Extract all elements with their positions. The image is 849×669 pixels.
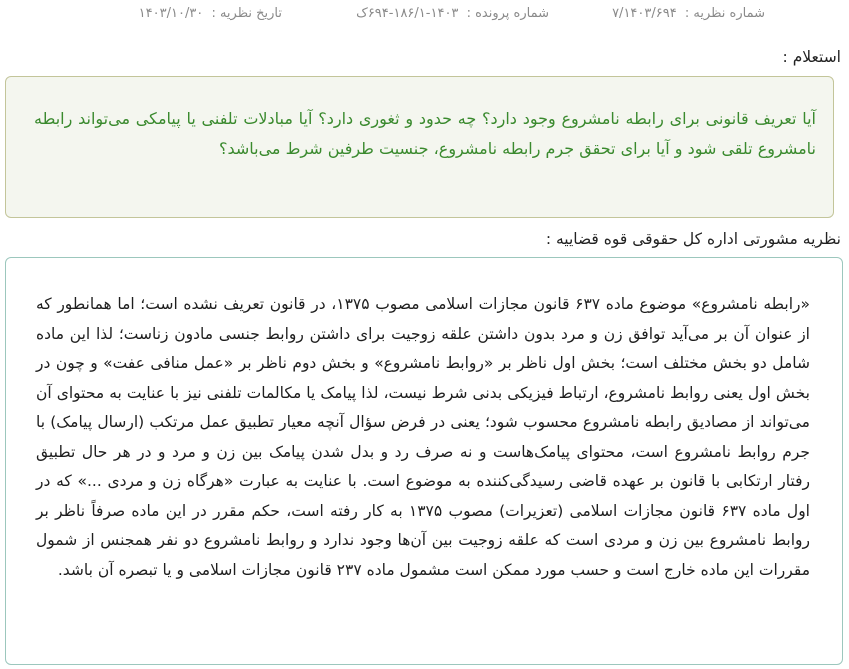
case-number (356, 6, 549, 21)
opinion-date-label: تاریخ نظریه : (211, 6, 282, 21)
inquiry-text: آیا تعریف قانونی برای رابطه نامشروع وجود دارد؟ چه حدود و ثغوری دارد؟ آیا مبادلات تلفنی یا پیامکی می‌تواند رابطه نامشروع تلقی شود و آیا برای تحقق جرم رابطه نامشروع، جنسیت طرفین شرط می‌باشد؟ (34, 109, 816, 158)
case-number-label: شماره پرونده : (466, 6, 549, 21)
opinion-text: «رابطه نامشروع» موضوع ماده ۶۳۷ قانون مجازات اسلامی مصوب ۱۳۷۵، در قانون تعریف نشده است؛ اما همانطور که از عنوان آن بر می‌آید توافق زن و مرد بدون داشتن علقه زوجیت برای داشتن روابط جنسی مادون زناست؛ لذا این ماده شامل دو بخش مختلف است؛ بخش اول ناظر بر «روابط نامشروع» و بخش دوم ناظر بر «عمل منافی عفت» و چون در بخش اول یعنی روابط نامشروع، ارتباط فیزیکی بدنی شرط نیست، لذا پیامک یا مکالمات تلفنی نیز با عنایت به محتوای آن می‌تواند از مصادیق رابطه نامشروع محسوب شود؛ یعنی در فرض سؤال آنچه معیار تطبیق عمل مرتکب (ارسال پیامک) با جرم روابط نامشروع است، محتوای پیامک‌هاست و نه صرف رد و بدل شدن پیامک بین زن و مرد و در هر حال تطبیق رفتار ارتکابی با قانون بر عهده قاضی رسیدگی‌کننده به موضوع است. با عنایت به عبارت «هرگاه زن و مردی ...» که در اول ماده ۶۳۷ قانون مجازات اسلامی (تعزیرات) مصوب ۱۳۷۵ به کار رفته است، حکم مقرر در این ماده صرفاً ناظر بر روابط نامشروع بین زن و مردی است که علقه زوجیت بین آن‌ها وجود ندارد و روابط نامشروع دو نفر همجنس از شمول مقررات این ماده خارج است و حسب مورد ممکن است مشمول ماده ۲۳۷ قانون مجازات اسلامی و یا تبصره آن باشد. (36, 295, 810, 579)
opinion-date-value: ۱۴۰۳/۱۰/۳۰ (138, 6, 204, 21)
opinion-metadata-bar (0, 6, 849, 28)
opinion-number-label: شماره نظریه : (684, 6, 765, 21)
opinion-number (612, 6, 765, 21)
opinion-heading: نظریه مشورتی اداره کل حقوقی قوه قضاییه : (545, 230, 841, 248)
opinion-box (5, 257, 843, 665)
case-number-value: ۱۴۰۳-۱۸۶/۱-۶۹۴ک (356, 6, 459, 21)
opinion-number-value: ۷/۱۴۰۳/۶۹۴ (612, 6, 677, 21)
inquiry-box (5, 76, 834, 218)
inquiry-heading: استعلام : (782, 48, 841, 66)
opinion-date (139, 6, 282, 21)
